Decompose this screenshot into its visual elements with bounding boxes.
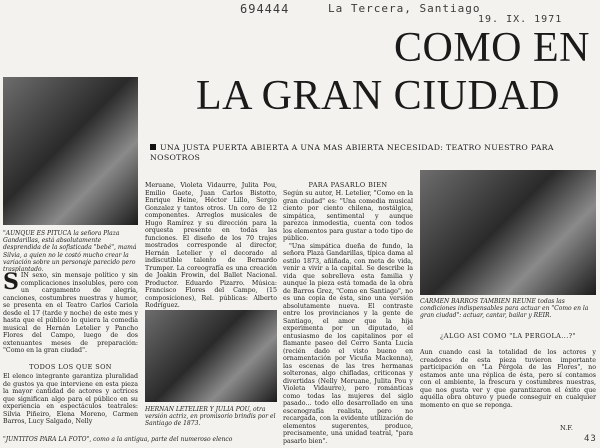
col3-paragraph-2: "Una simpática dueña de fundo, la señora Plaza Gandarillas, típica dama al estilo 1873, añiñada, con meta de vida, venir a vivir a la capital. Se describe la vida que sobrelleva esta familia y aunque la pieza está tomada de la obra de Barros Grez, "Como en Santiago", no es una copia de ésta, sino una versión absolutamente nueva. El contraste entre los provincianos y la gente de Santiago, el amor que la hija experimenta por un diputado, el entusiasmo de los capitalinos por el flamante paseo del Cerro Santa Lucía (recién dado el visto bueno en ornamentación por Vicuña Mackenna), las escenas de las tres hermanas solteronas, algo chifladas, criticonas y divertidas (Nelly Meruane, Julita Pou y Violeta Vidaurre), pero románticas como todas las mujeres del siglo pasado... todo ello desarrollado en una escenografía realista, pero no recargada, con la evidente utilización de elementos sugerentes, produce, precisamente, una unidad teatral, "para pasarlo bien". bbox=[283, 242, 413, 445]
heading-todos-los-que-son: TODOS LOS QUE SON bbox=[29, 363, 112, 371]
col1-paragraph-2: El elenco integrante garantiza pluralidad de gustos ya que interviene en esta pieza la mayor cantidad de actores y actrices que significan algo para el público en su experiencia en espectáculos teatrales: Silvia Piñeiro, Elena Moreno, Carmen Barros, Lucy Salgado, Nelly bbox=[3, 373, 138, 425]
caption-top-left: "AUNQUE ES PITUCA la señora Plaza Gandarillas, está absolutamente desprendida de la sofisticada "bebé", mamá Silvia, a quien no le costó mucho crear la variación sobre un personaje parecido pero trasplantado. bbox=[3, 230, 137, 274]
column-4: Aun cuando casi la totalidad de los actores y creadores de esta pieza tuvieron importante participación en "La Pérgola de las Flores", no estamos ante una réplica de ésta, pero sí contamos con el ambiente, la frescura y costumbres nuestras, que nos gusta ver y que garantizaron el éxito que aquélla obra obtuvo y puede conseguir en cualquier momento en que se reponga. bbox=[420, 349, 596, 409]
handwritten-ref: 694444 bbox=[240, 2, 290, 16]
headline-line2: LA GRAN CIUDAD bbox=[196, 73, 560, 119]
heading-algo-asi-como: ¿ALGO ASI COMO "LA PERGOLA...?" bbox=[440, 332, 576, 340]
caption-middle: HERNAN LETELIER Y JULIA POU, otra versión actriz, en promisorio brindis por el Santiago de 1873. bbox=[145, 406, 276, 428]
caption-right: CARMEN BARROS TAMBIEN REUNE todas las condiciones indispensables para actuar en "Como en la gran ciudad": actuar, cantar, bailar y REIR. bbox=[420, 298, 589, 320]
col1-paragraph-1: IN sexo, sin mensaje político y sin complicaciones insolubles, pero con un cargamento de alegría, canciones, costumbres nuestras y humor, se presenta en el Teatro Carlos Cariola desde el 17 (tarde y noche) de este mes y hasta que el público lo quiera la comedia musical de Hernán Letelier y Pancho Flores del Campo, luego de dos extenuantes meses de preparación: "Como en la gran ciudad". bbox=[3, 272, 138, 354]
column-1 bbox=[3, 269, 138, 355]
photo-carmen-barros bbox=[420, 170, 596, 295]
column-3 bbox=[283, 190, 413, 445]
photo-silvia-pineiro bbox=[3, 77, 138, 225]
col3-paragraph-1: Según su autor, H. Letelier, "Como en la gran ciudad" es: "Una comedia musical ciento por ciento chilena, nostálgica, simpática, sentimental y aunque parezca inmodestia, cuenta con todos los elementos para gustar a todo tipo de público. bbox=[283, 190, 413, 242]
heading-para-pasarlo-bien: PARA PASARLO BIEN bbox=[308, 181, 388, 189]
square-bullet-icon bbox=[150, 144, 156, 150]
dropcap: S bbox=[3, 269, 19, 295]
handwritten-source: La Tercera, Santiago bbox=[328, 2, 481, 15]
subheadline-text: UNA JUSTA PUERTA ABIERTA A UNA MAS ABIERTA NECESIDAD: TEATRO NUESTRO PARA NOSOTROS bbox=[150, 143, 554, 162]
signature: N.F. bbox=[560, 424, 573, 432]
handwritten-date: 19. IX. 1971 bbox=[478, 14, 563, 25]
photo-letelier-pou bbox=[145, 310, 277, 402]
headline-line1: COMO EN bbox=[393, 25, 590, 71]
column-2: Meruane, Violeta Vidaurre, Julita Pou, Emilio Gaete, Juan Carlos Bistotto, Enrique Heine, Héctor Lillo, Sergio Gonzalez y tantos otros. Un coro de 12 componentes. Arreglos musicales de Hugo Ramírez y su dirección para la orquesta presente en todas las funciones. El diseño de los 70 trajes mostrados corresponde al director, Hernán Letelier y el decorado al indiscutible talento de Bernardo Trumper. La coreografía es una creación de Joakin Frowin, del Ballet Nacional. Productor. Eduardo Pizarro. Música: Francisco Flores del Campo, (15 composiciones), Rel. públicas: Alberto Rodríguez. bbox=[145, 182, 277, 309]
caption-bottom: "JUNTITOS PARA LA FOTO", como a la antigua, parte del numeroso elenco bbox=[3, 436, 233, 443]
page-mark: 43 bbox=[584, 434, 597, 444]
subheadline bbox=[150, 143, 590, 163]
